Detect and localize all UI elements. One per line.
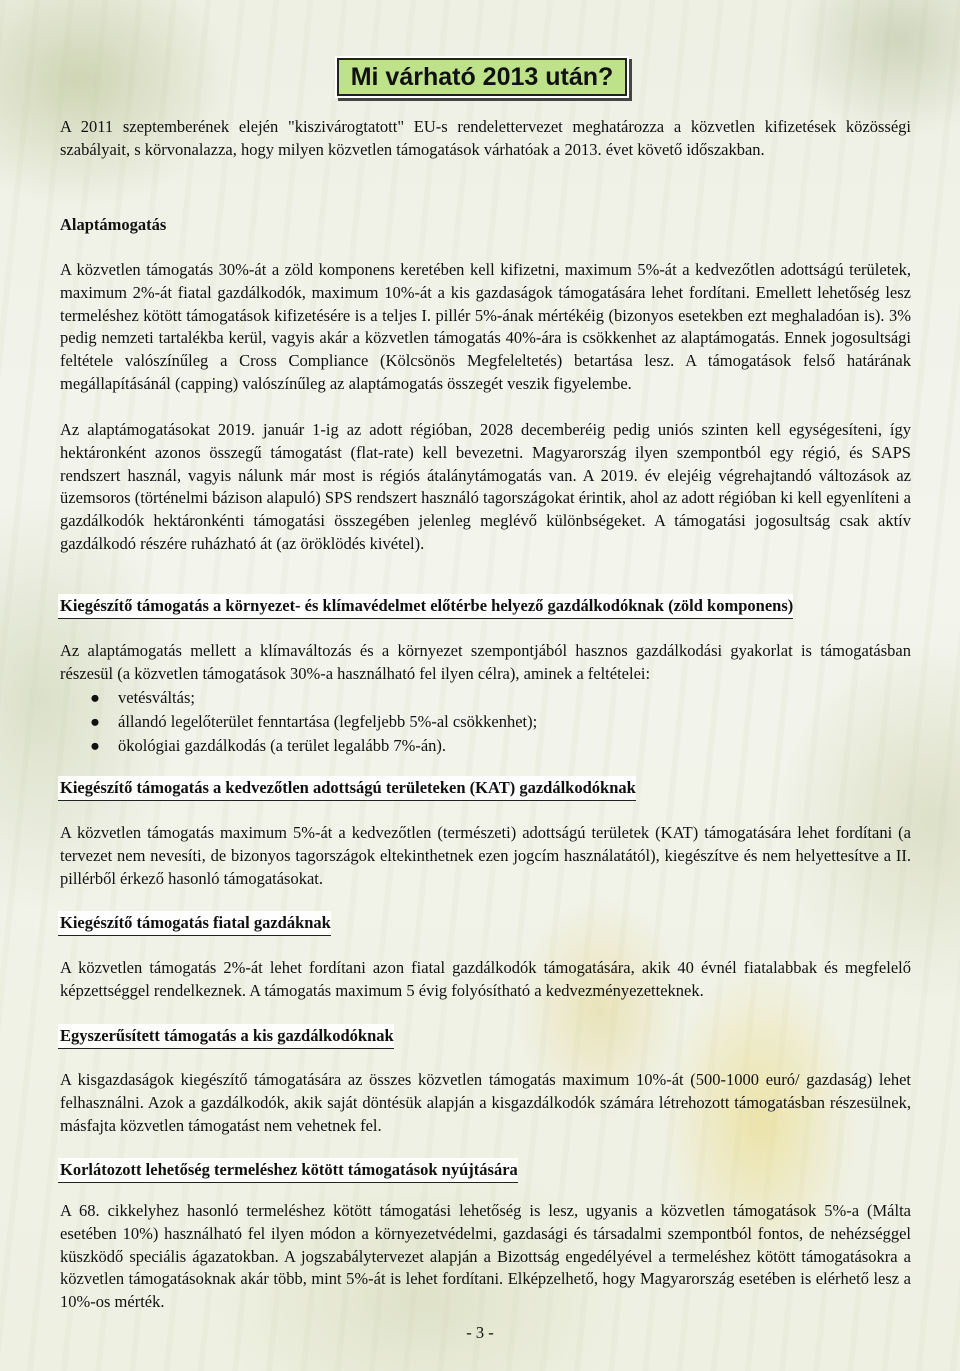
section-body-alaptamogatas: A közvetlen támogatás 30%-át a zöld komponens keretében kell kifizetni, maximum 5%-át a kedvezőtlen adottságú területek, maximum 2%-át fiatal gazdálkodók, maximum 10%-át a kis gazdaságok támogatására lehet fordítani. Emellett lehetőség lesz termeléshez kötött támogatások kifizetésére is a teljes I. pillér 5%-ának mértékéig (bizonyos esetekben ezt meghaladóan is). 3% pedig nemzeti tartalékba kerül, vagyis akár a közvetlen támogatás 40%-ára is csökkenhet az alaptámogatás. Ennek jogosultsági feltétele valószínűleg a Cross Compliance (Kölcsönös Megfeleltetés) betartása lesz. A támogatások felső határának megállapításánál (capping) valószínűleg az alaptámogatás összegét veszik figyelembe. <box>60 260 911 393</box>
list-item <box>60 710 911 734</box>
list-item <box>60 686 911 710</box>
section-heading-kat: Kiegészítő támogatás a kedvezőtlen adottságú területeken (KAT) gazdálkodóknak <box>58 776 636 801</box>
section-heading-zold: Kiegészítő támogatás a környezet- és klímavédelmet előtérbe helyező gazdálkodóknak (zöld komponens) <box>58 594 793 619</box>
section-heading-alaptamogatas: Alaptámogatás <box>60 215 167 234</box>
section-heading-kotott: Korlátozott lehetőség termeléshez kötött támogatások nyújtására <box>58 1158 518 1183</box>
page-title: Mi várható 2013 után? <box>337 58 627 96</box>
section-heading-fiatal: Kiegészítő támogatás fiatal gazdáknak <box>58 911 331 936</box>
section-body-zold: Az alaptámogatás mellett a klímaváltozás és a környezet szempontjából hasznos gazdálkodási gyakorlat is támogatásban részesül (a közvetlen támogatások 30%-a használható fel ilyen célra), aminek a feltételei: <box>60 641 911 683</box>
intro-paragraph: A 2011 szeptemberének elején "kiszivárogtatott" EU-s rendelettervezet meghatározza a közvetlen kifizetések közösségi szabályait, s körvonalazza, hogy milyen közvetlen támogatások várhatóak a 2013. évet követő időszakban. <box>60 117 911 159</box>
bullet-icon: ● <box>90 736 100 755</box>
section-body-kat: A közvetlen támogatás maximum 5%-át a kedvezőtlen (természeti) adottságú területek (KAT) támogatására lehet fordítani (a tervezet nem nevesíti, de bizonyos tagországok eltekinthetnek ezen jogcím használatától), kiegészítve és nem helyettesítve a II. pillérből érkező hasonló támogatásokat. <box>60 823 911 888</box>
section-body-fiatal: A közvetlen támogatás 2%-át lehet fordítani azon fiatal gazdálkodók támogatására, akik 40 évnél fiatalabbak és megfelelő képzettséggel rendelkeznek. A támogatás maximum 5 évig folyósítható a kedvezményezetteknek. <box>60 958 911 1000</box>
bullet-icon: ● <box>90 712 100 731</box>
section-body-kis: A kisgazdaságok kiegészítő támogatására az összes közvetlen támogatás maximum 10%-át (500-1000 euró/ gazdaság) lehet felhasználni. Azok a gazdálkodók, akik saját döntésük alapján a kisgazdálkodók számára létrehozott támogatásban részesülnek, másfajta közvetlen támogatást nem vehetnek fel. <box>60 1070 911 1135</box>
list-item-text: állandó legelőterület fenntartása (legfeljebb 5%-al csökkenhet); <box>118 712 538 731</box>
list-item-text: ökológiai gazdálkodás (a terület legalább 7%-án). <box>118 736 447 755</box>
section-body-alaptamogatas-2: Az alaptámogatásokat 2019. január 1-ig az adott régióban, 2028 decemberéig pedig uniós szinten kell egységesíteni, így hektáronként azonos összegű támogatást (flat-rate) kell bevezetni. Magyarország ilyen szempontból egy régió, és SAPS rendszert használ, vagyis nálunk már most is régiós átalánytámogatás van. A 2019. év elejéig végrehajtandó változások az üzemsoros (történelmi bázison alapuló) SPS rendszert használó tagországokat érintik, ahol az adott régióban ki kell egyenlíteni a gazdálkodók hektáronkénti támogatási összegében jelenleg meglévő különbségeket. A támogatási jogosultság csak aktív gazdálkodó részére ruházható át (az öröklödés kivétel). <box>60 420 911 553</box>
page-number: - 3 - <box>466 1323 494 1342</box>
section-heading-kis: Egyszerűsített támogatás a kis gazdálkodóknak <box>58 1024 394 1049</box>
list-item-text: vetésváltás; <box>118 688 195 707</box>
section-body-kotott: A 68. cikkelyhez hasonló termeléshez kötött támogatási lehetőség is lesz, ugyanis a közvetlen támogatások 5%-a (Málta esetében 10%) használható fel ilyen módon a környezetvédelmi, gazdasági és társadalmi szempontból fontos, de nehézséggel küszködő speciális ágazatokban. A jogszabálytervezet alapján a Bizottság engedélyével a termeléshez kötött támogatásokra a közvetlen támogatásoknak akár több, mint 5%-át is lehet fordítani. Elképzelhető, hogy Magyarország esetében is elérhető lesz a 10%-os mérték. <box>60 1201 911 1312</box>
list-item <box>60 734 911 758</box>
bullet-icon: ● <box>90 688 100 707</box>
zold-conditions-list <box>60 686 911 758</box>
